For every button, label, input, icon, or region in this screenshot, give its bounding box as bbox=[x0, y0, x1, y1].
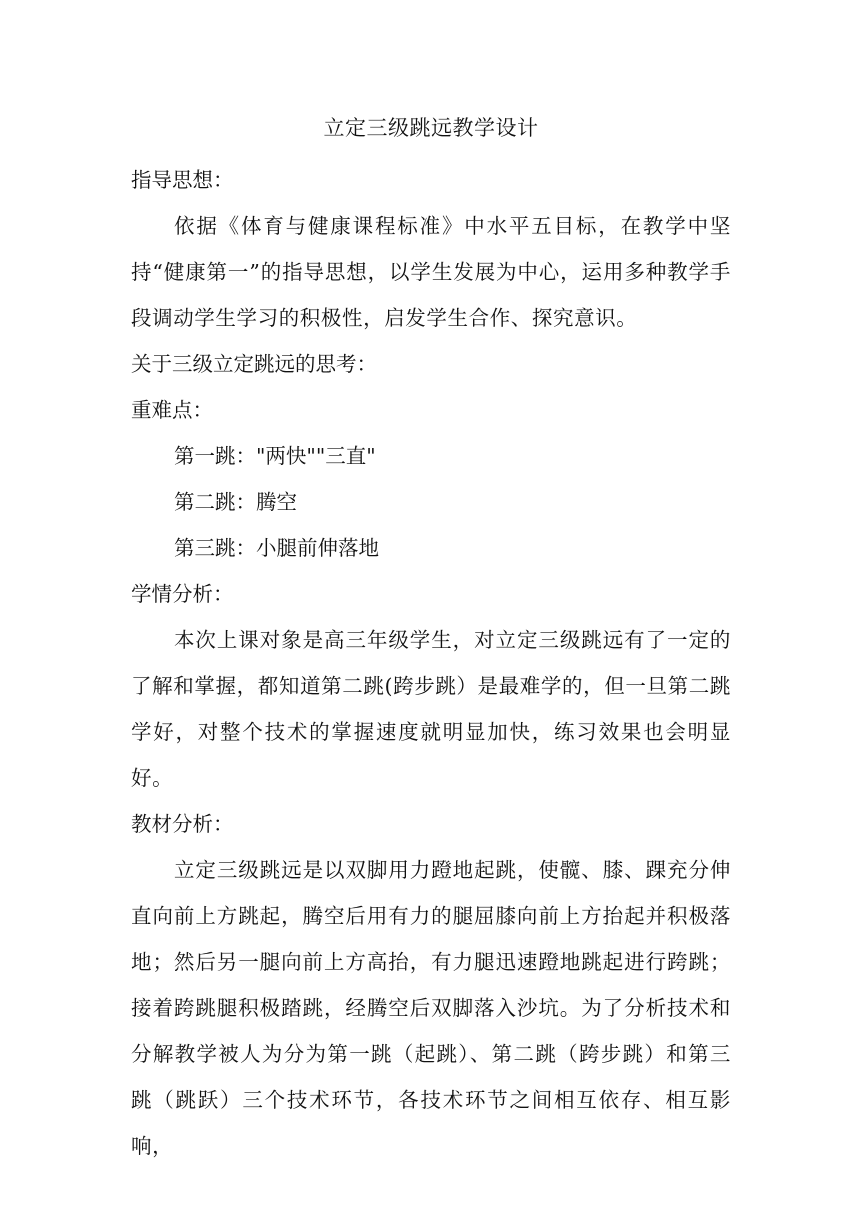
key-point-third-jump: 第三跳：小腿前伸落地 bbox=[174, 536, 379, 560]
key-point-second-jump: 第二跳：腾空 bbox=[174, 490, 297, 514]
heading-material-analysis: 教材分析： bbox=[131, 812, 234, 836]
heading-student-analysis: 学情分析： bbox=[131, 582, 234, 606]
document-body bbox=[131, 112, 731, 1169]
paragraph-guiding-ideology: 依据《体育与健康课程标准》中水平五目标，在教学中坚持“健康第一”的指导思想，以学生发展为中心，运用多种教学手段调动学生学习的积极性，启发学生合作、探究意识。 bbox=[131, 214, 731, 330]
paragraph-material-analysis: 立定三级跳远是以双脚用力蹬地起跳，使髋、膝、踝充分伸直向前上方跳起，腾空后用有力的腿屈膝向前上方抬起并积极落地；然后另一腿向前上方高抬，有力腿迅速蹬地跳起进行跨跳；接着跨跳腿积极踏跳，经腾空后双脚落入沙坑。为了分析技术和分解教学被人为分为第一跳（起跳）、第二跳（跨步跳）和第三跳（跳跃）三个技术环节，各技术环节之间相互依存、相互影响， bbox=[131, 858, 731, 1158]
heading-key-points: 重难点： bbox=[131, 398, 213, 422]
paragraph-student-analysis: 本次上课对象是高三年级学生，对立定三级跳远有了一定的了解和掌握，都知道第二跳(跨步跳）是最难学的，但一旦第二跳学好，对整个技术的掌握速度就明显加快，练习效果也会明显好。 bbox=[131, 628, 731, 790]
key-point-first-jump: 第一跳："两快""三直" bbox=[174, 444, 376, 468]
heading-thoughts: 关于三级立定跳远的思考： bbox=[131, 352, 377, 376]
document-title: 立定三级跳远教学设计 bbox=[323, 116, 539, 140]
heading-guiding-ideology: 指导思想： bbox=[131, 168, 234, 192]
